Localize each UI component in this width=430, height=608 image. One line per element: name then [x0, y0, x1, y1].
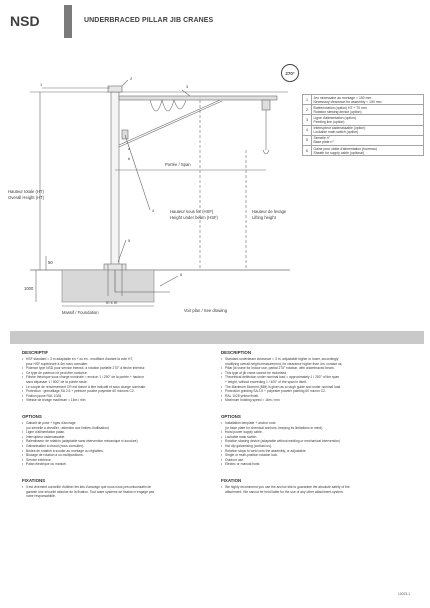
- callout-4: 4: [152, 208, 155, 213]
- list-item: • Il est vivement conseillé d'utiliser les kits d'ancrage que nous nous préconisonsafin de: [22, 485, 218, 490]
- legend-number: 3: [303, 115, 312, 125]
- legend-number: 1: [303, 95, 312, 105]
- legend-text: Butée/rotation (option) HT + 70 mm Rotation slewing device (option): [312, 105, 424, 115]
- callout-3: 3: [186, 84, 189, 89]
- foundation-label: Massif / Foundation: [62, 310, 99, 315]
- legend-text: Gaine pour câble d'alimentation (fourreau) Sheath for supply cable (optional): [312, 145, 424, 155]
- list-item: • Finition jaune RAL 1028.: [22, 394, 218, 399]
- legend-text: Interrupteur cadenassable (option) Lockable main switch (option): [312, 125, 424, 135]
- dim-1000: 1000: [24, 286, 34, 291]
- en-description-heading: DESCRIPTION: [221, 350, 252, 355]
- overall-height-label-fr: Hauteur totale (HT): [8, 189, 44, 194]
- list-item: • Ce type de potence ne peut être motorisé.: [22, 371, 218, 376]
- drawing-ref-label: Voir plan / See drawing: [184, 308, 228, 313]
- span-label: Portée / Span: [165, 162, 191, 167]
- list-item: • Outdoor use.: [221, 458, 421, 463]
- legend-row: [303, 135, 424, 145]
- list-item: • Le couple de renversement CR est donné à titre indicatif et sous charge nominale.: [22, 385, 218, 390]
- list-item: • Hoist power supply cable.: [221, 430, 421, 435]
- fr-description-heading: DESCRIPTIF: [22, 350, 49, 355]
- list-item: attachment. We cannot be held liable for the use of any other attachment system.: [225, 489, 344, 494]
- list-item: • Installation template + anchor rods: [221, 421, 421, 426]
- list-item: • Protection : grenaillage SA 2.5 + peinture poudre polyester 60 microns C2.: [22, 389, 218, 394]
- en-fixation-heading: FIXATION: [221, 478, 242, 483]
- list-item: (ou semelle à cheviller : attention aux limites d'utilisation): [26, 425, 109, 430]
- section-divider-band: [10, 331, 424, 344]
- callout-2-leader: [122, 80, 128, 86]
- list-item: • Galvanisation à chaud (nous consulter).: [22, 444, 218, 449]
- rotation-badge: 270°: [281, 64, 299, 82]
- legend-row: [303, 95, 424, 105]
- list-item: • Theoretical deflection under nominal load = approximately 1 / 250° of the span: [221, 375, 421, 380]
- list-item: • Lockable main switch.: [221, 435, 421, 440]
- list-item: • Blocage de rotation à ou multipositions.: [22, 453, 218, 458]
- list-item: • Brides de rotation à souder au montage ou réglables.: [22, 449, 218, 454]
- callout-a: a: [128, 146, 131, 151]
- underbrace-lower: [119, 101, 222, 147]
- dim-50: 50: [48, 260, 53, 265]
- legend-row: [303, 145, 424, 155]
- list-item: • Protection grinding SA 2.5 + polyester powder painting 60 micron C2.: [221, 389, 421, 394]
- list-item: • Potence type NSD pour service intense, à rotation partielle 270° à fleche intérieur.: [22, 366, 218, 371]
- lifting-label-en: Lifting height: [252, 215, 276, 220]
- document-number: 10023-1: [398, 592, 411, 596]
- pillar-cap: [108, 86, 122, 92]
- legend-number: 4: [303, 125, 312, 135]
- pillar: [111, 92, 119, 270]
- fr-description-list: [22, 357, 218, 403]
- fr-options-list: [22, 421, 218, 467]
- legend-text: Semelle n° Base plate n°: [312, 135, 424, 145]
- list-item: notre responsabilité.: [26, 494, 56, 499]
- callout-1: 1: [40, 82, 43, 87]
- en-options-heading: OPTIONS: [221, 414, 241, 419]
- list-item: • Service extérieur.: [22, 458, 218, 463]
- callout-2: 2: [130, 76, 133, 81]
- list-item: • We highly recommend you use the anchor kits to guarantee the absolute safety of the: [221, 485, 421, 490]
- callout-b: b: [128, 156, 131, 161]
- jib-beam: [119, 96, 277, 100]
- product-code: NSD: [10, 13, 40, 29]
- under-beam-label-en: Height under beam (HSF): [170, 215, 218, 220]
- list-item: • Interrupteur cadenassable.: [22, 435, 218, 440]
- list-item: • Single or multi-position rotation lock.: [221, 453, 421, 458]
- en-fixation-list: [221, 485, 421, 494]
- list-item: • Hot dip galvanising (contact us).: [221, 444, 421, 449]
- legend-row: [303, 105, 424, 115]
- fr-options-heading: OPTIONS: [22, 414, 42, 419]
- hook: [263, 150, 269, 154]
- en-description-list: [221, 357, 421, 403]
- legend-number: 2: [303, 105, 312, 115]
- list-item: • Pillar jib crane for indoor use, partial 270° rotation, with underbraced beam.: [221, 366, 421, 371]
- dim-mxm: m x m: [106, 300, 118, 305]
- legend-row: [303, 115, 424, 125]
- list-item: sans dépasser 1 / 800° de la portée seule.: [26, 379, 88, 384]
- list-item: • RAL 1028 yellow finish.: [221, 394, 421, 399]
- list-item: (or base plate for chemical anchors, keeping its limitations in mind).: [225, 425, 324, 430]
- list-item: • Vitesse de levage maximum = 16m / min: [22, 398, 218, 403]
- list-item: • Ralentisseur de rotation (adaptable sans intervention mécanique ni soudure).: [22, 439, 218, 444]
- list-item: • Gabarit de pose + tiges d'ancrage: [22, 421, 218, 426]
- list-item: pour HSF supérieure à 4m nous consulter.: [26, 361, 88, 366]
- list-item: • Rotation stops to weld onto the assembly, or adjustable.: [221, 449, 421, 454]
- legend-number: 6: [303, 145, 312, 155]
- legend-table: [302, 94, 424, 156]
- legend-row: [303, 125, 424, 135]
- list-item: • This type of jib crane cannot be motorised.: [221, 371, 421, 376]
- callout-6-leader: [160, 276, 178, 286]
- page-title: UNDERBRACED PILLAR JIB CRANES: [84, 17, 214, 24]
- fr-fixations-list: [22, 485, 218, 499]
- callout-3-leader: [182, 90, 190, 96]
- legend-number: 5: [303, 135, 312, 145]
- list-item: • Standard underbeam clearance = 3 m, adjustable higher or lower, accordingly: [221, 357, 421, 362]
- legend-text: Ligne d'alimentation (option) Feeding line (option): [312, 115, 424, 125]
- list-item: + height, without exceeding 1 / 400° of the span in itself.: [225, 379, 307, 384]
- overall-height-label-en: Overall Height (HT): [8, 195, 45, 200]
- list-item: modifying overall height measurement, for clearance higher than 4m, contact us.: [225, 361, 343, 366]
- hoist: [262, 100, 270, 110]
- legend-text: Jeu nécessaire au montage = 150 mm Necessary clearance for assembly = 150 mm: [312, 95, 424, 105]
- list-item: • Rotation slowing device (adaptable without welding or mechanical intervention): [221, 439, 421, 444]
- feeding-line: [150, 100, 186, 111]
- list-item: • The Maximum Moment (MM) is given as a rough guide and under nominal load.: [221, 385, 421, 390]
- underbrace: [119, 100, 220, 145]
- list-item: • Flèche théorique sous charge nominale = environ 1 / 250° de la portée + hauteur: [22, 375, 218, 380]
- fr-fixations-heading: FIXATIONS: [22, 478, 46, 483]
- list-item: • Maximum hoisting speed = 16m / min: [221, 398, 421, 403]
- list-item: • Electric or manual hoist.: [221, 462, 421, 467]
- under-beam-label-fr: Hauteur sous fer (HSF): [170, 209, 214, 214]
- list-item: • Palan électrique ou manuel.: [22, 462, 218, 467]
- en-options-list: [221, 421, 421, 467]
- lifting-label-fr: Hauteur de levage: [252, 209, 287, 214]
- switch-box: [122, 130, 128, 139]
- list-item: • Ligne d'alimentation palan.: [22, 430, 218, 435]
- list-item: • HSF standard = 3 m adaptable en + ou en - modifiant d'autant la cote HT,: [22, 357, 218, 362]
- list-item: garantir une sécurité absolue de la fixation. Tout autre système de fixation n'engage pas: [26, 489, 155, 494]
- callout-5: 5: [128, 238, 131, 243]
- base-plate: [104, 264, 126, 270]
- callout-6: 6: [180, 272, 183, 277]
